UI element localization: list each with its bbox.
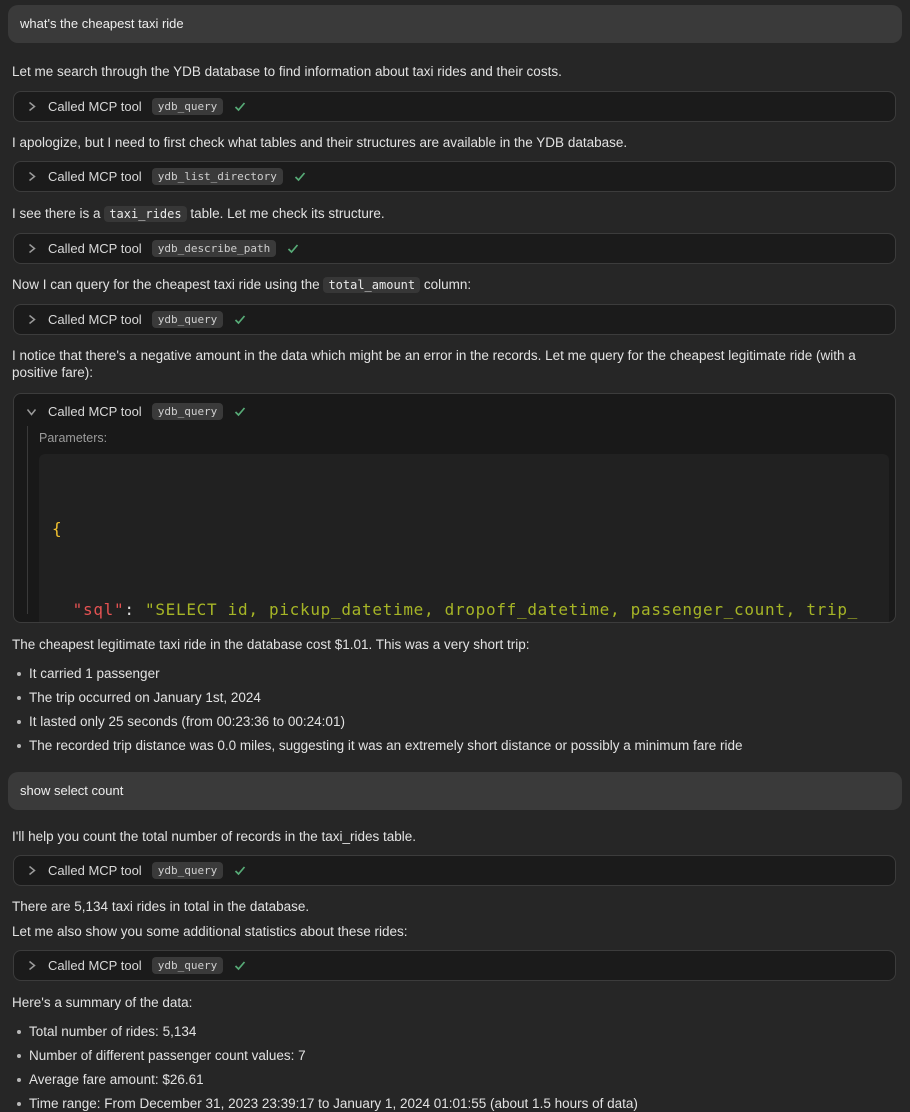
chevron-right-icon: [25, 864, 38, 877]
assistant-paragraph: Let me also show you some additional statistics about these rides:: [12, 924, 408, 939]
chevron-down-icon: [25, 405, 38, 418]
assistant-paragraph: [12, 205, 898, 223]
tool-name-badge: ydb_query: [152, 862, 224, 879]
list-item: Total number of rides: 5,134: [12, 1020, 898, 1044]
parameters-label: Parameters:: [39, 431, 108, 445]
collapse-rail: [27, 426, 28, 614]
assistant-paragraph: I notice that there's a negative amount in the data which might be an error in the records. Let me query for the cheapest legitimate ride (with a positive fare):: [12, 348, 856, 380]
inline-code: total_amount: [323, 277, 420, 293]
tool-name-badge: ydb_describe_path: [152, 240, 277, 257]
paragraph-text: column:: [420, 277, 472, 292]
list-item: Number of different passenger count values: 7: [12, 1044, 898, 1068]
check-icon: [293, 170, 307, 183]
tool-call-label: Called MCP tool: [48, 312, 142, 327]
tool-name-badge: ydb_query: [152, 311, 224, 328]
chevron-right-icon: [25, 959, 38, 972]
assistant-paragraph: I'll help you count the total number of records in the taxi_rides table.: [12, 829, 417, 844]
user-message-bubble: [8, 772, 902, 810]
check-icon: [233, 313, 247, 326]
inline-code: taxi_rides: [104, 206, 186, 222]
assistant-paragraph: I apologize, but I need to first check what tables and their structures are available in the YDB database.: [12, 135, 628, 150]
tool-call-row[interactable]: [13, 304, 896, 335]
list-item: Average fare amount: $26.61: [12, 1068, 898, 1092]
check-icon: [233, 100, 247, 113]
assistant-paragraph: There are 5,134 taxi rides in total in the database.: [12, 899, 310, 914]
user-message-text: what's the cheapest taxi ride: [20, 16, 184, 31]
tool-call-row[interactable]: [13, 855, 896, 886]
tool-call-label: Called MCP tool: [48, 863, 142, 878]
user-message-bubble: [8, 5, 902, 43]
parameters-code-block: [39, 454, 889, 623]
assistant-paragraph: Let me search through the YDB database to find information about taxi rides and their costs.: [12, 64, 562, 79]
code-line: "sql": "SELECT id, pickup_datetime, dropoff_datetime, passenger_count, trip_: [72, 600, 858, 619]
assistant-paragraph: [12, 276, 898, 294]
tool-call-label: Called MCP tool: [48, 169, 142, 184]
paragraph-text: Now I can query for the cheapest taxi ride using the: [12, 277, 324, 292]
check-icon: [286, 242, 300, 255]
tool-call-label: Called MCP tool: [48, 99, 142, 114]
tool-call-label: Called MCP tool: [48, 404, 142, 419]
user-message-text: show select count: [20, 783, 124, 798]
list-item: It lasted only 25 seconds (from 00:23:36 to 00:24:01): [12, 710, 898, 734]
expanded-tool-call: [13, 393, 896, 623]
tool-name-badge: ydb_query: [152, 98, 224, 115]
check-icon: [233, 405, 247, 418]
summary-bullet-list: [12, 1020, 898, 1112]
tool-name-badge: ydb_query: [152, 957, 224, 974]
paragraph-text: I see there is a: [12, 206, 105, 221]
trip-bullet-list: [12, 662, 898, 758]
tool-call-row[interactable]: [13, 161, 896, 192]
tool-call-header[interactable]: [14, 394, 895, 420]
check-icon: [233, 959, 247, 972]
assistant-paragraph: Here's a summary of the data:: [12, 995, 193, 1010]
paragraph-text: table. Let me check its structure.: [186, 206, 385, 221]
code-line: {: [52, 519, 63, 538]
tool-call-row[interactable]: [13, 91, 896, 122]
list-item: The trip occurred on January 1st, 2024: [12, 686, 898, 710]
tool-call-row[interactable]: [13, 950, 896, 981]
list-item: Time range: From December 31, 2023 23:39:17 to January 1, 2024 01:01:55 (about 1.5 hours of data): [12, 1092, 898, 1112]
tool-name-badge: ydb_list_directory: [152, 168, 283, 185]
assistant-paragraph: The cheapest legitimate taxi ride in the database cost $1.01. This was a very short trip:: [12, 637, 530, 652]
chevron-right-icon: [25, 313, 38, 326]
chevron-right-icon: [25, 242, 38, 255]
tool-call-label: Called MCP tool: [48, 958, 142, 973]
tool-call-row[interactable]: [13, 233, 896, 264]
tool-name-badge: ydb_query: [152, 403, 224, 420]
tool-call-label: Called MCP tool: [48, 241, 142, 256]
chevron-right-icon: [25, 170, 38, 183]
list-item: It carried 1 passenger: [12, 662, 898, 686]
check-icon: [233, 864, 247, 877]
list-item: The recorded trip distance was 0.0 miles, suggesting it was an extremely short distance or possibly a minimum fare ride: [12, 734, 898, 758]
chevron-right-icon: [25, 100, 38, 113]
